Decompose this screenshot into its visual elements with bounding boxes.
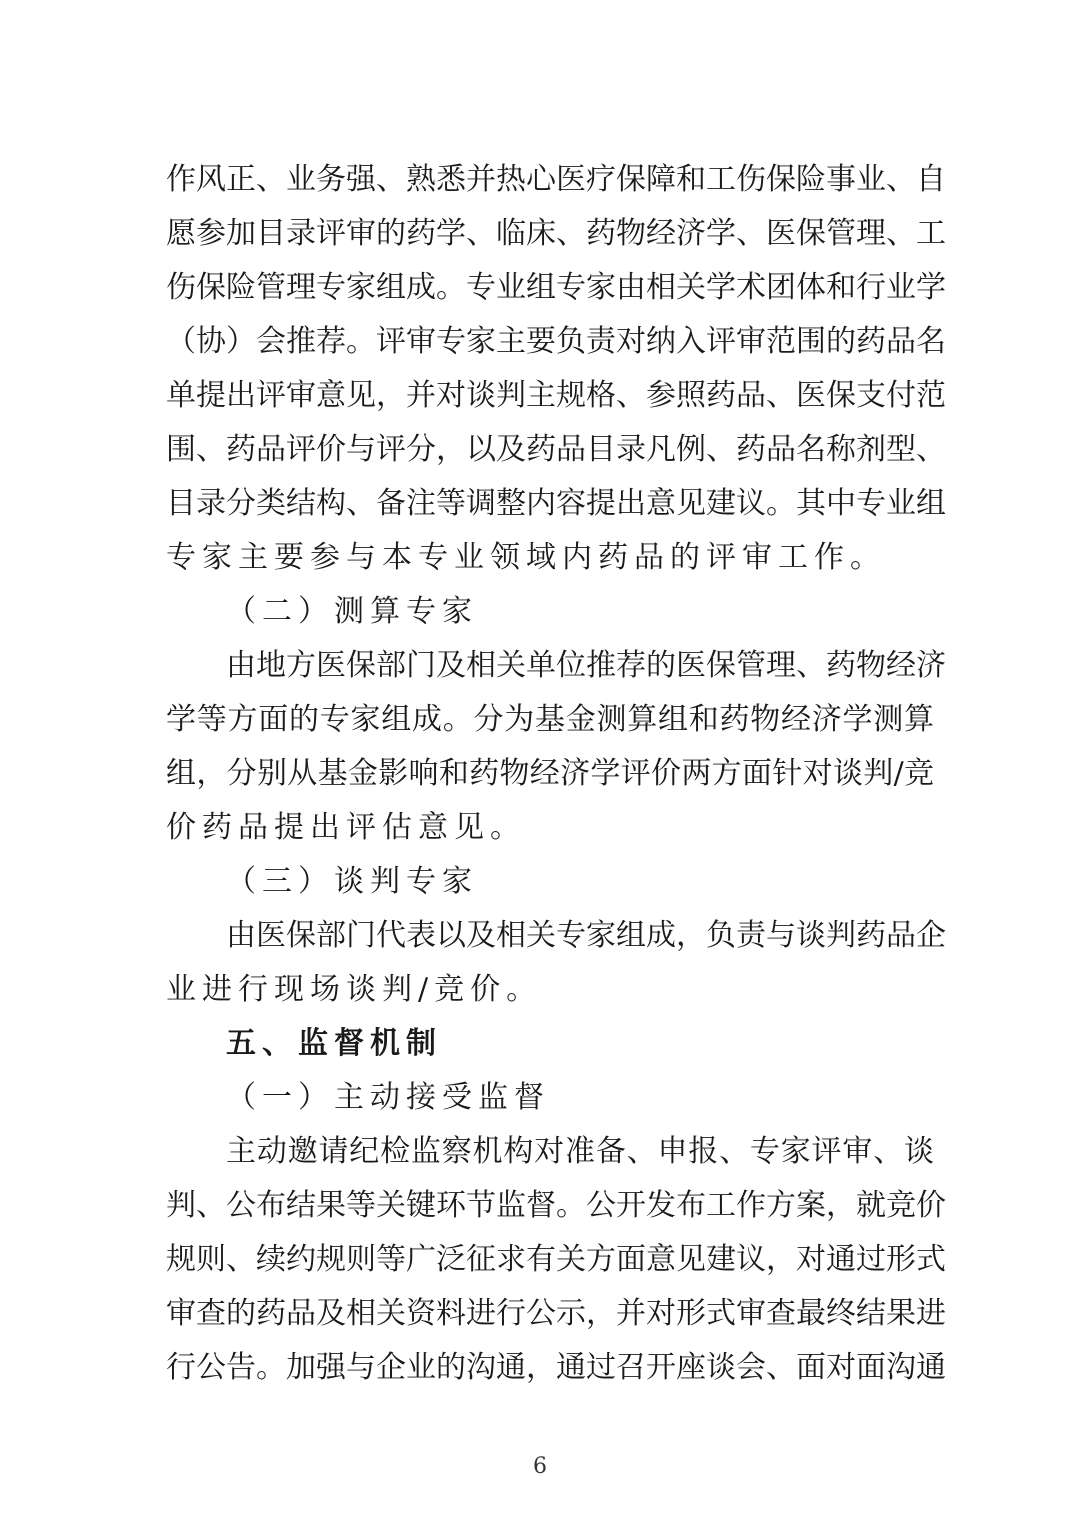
body-text-line: 作风正、业务强、熟悉并热心医疗保障和工伤保险事业、自 — [166, 162, 946, 197]
body-text-line: 由医保部门代表以及相关专家组成，负责与谈判药品企 — [226, 918, 946, 953]
body-text-line: 单提出评审意见，并对谈判主规格、参照药品、医保支付范 — [166, 378, 946, 413]
subsection-heading: （三）谈判专家 — [226, 864, 478, 899]
body-text-line: 目录分类结构、备注等调整内容提出意见建议。其中专业组 — [166, 486, 946, 521]
body-text-line: 围、药品评价与评分，以及药品目录凡例、药品名称剂型、 — [166, 432, 946, 467]
subsection-heading: （一）主动接受监督 — [226, 1080, 550, 1115]
page-number: 6 — [533, 1454, 547, 1479]
body-text-line: 组，分别从基金影响和药物经济学评价两方面针对谈判/竞 — [166, 756, 934, 791]
section-heading: 五、监督机制 — [226, 1026, 442, 1061]
body-text-line: 主动邀请纪检监察机构对准备、申报、专家评审、谈 — [226, 1134, 934, 1169]
body-text-line: 专家主要参与本专业领域内药品的评审工作。 — [166, 540, 886, 575]
subsection-heading: （二）测算专家 — [226, 594, 478, 629]
body-text-line: 价药品提出评估意见。 — [166, 810, 526, 845]
body-text-line: 审查的药品及相关资料进行公示，并对形式审查最终结果进 — [166, 1296, 946, 1331]
body-text-line: 行公告。加强与企业的沟通，通过召开座谈会、面对面沟通 — [166, 1350, 946, 1385]
body-text-line: 由地方医保部门及相关单位推荐的医保管理、药物经济 — [226, 648, 946, 683]
body-text-line: 学等方面的专家组成。分为基金测算组和药物经济学测算 — [166, 702, 934, 737]
body-text-line: 伤保险管理专家组成。专业组专家由相关学术团体和行业学 — [166, 270, 946, 305]
body-text-line: 愿参加目录评审的药学、临床、药物经济学、医保管理、工 — [166, 216, 946, 251]
body-text-line: （协）会推荐。评审专家主要负责对纳入评审范围的药品名 — [166, 324, 946, 359]
body-text-line: 业进行现场谈判/竞价。 — [166, 972, 543, 1007]
body-text-line: 规则、续约规则等广泛征求有关方面意见建议，对通过形式 — [166, 1242, 946, 1277]
body-text-line: 判、公布结果等关键环节监督。公开发布工作方案，就竞价 — [166, 1188, 946, 1223]
